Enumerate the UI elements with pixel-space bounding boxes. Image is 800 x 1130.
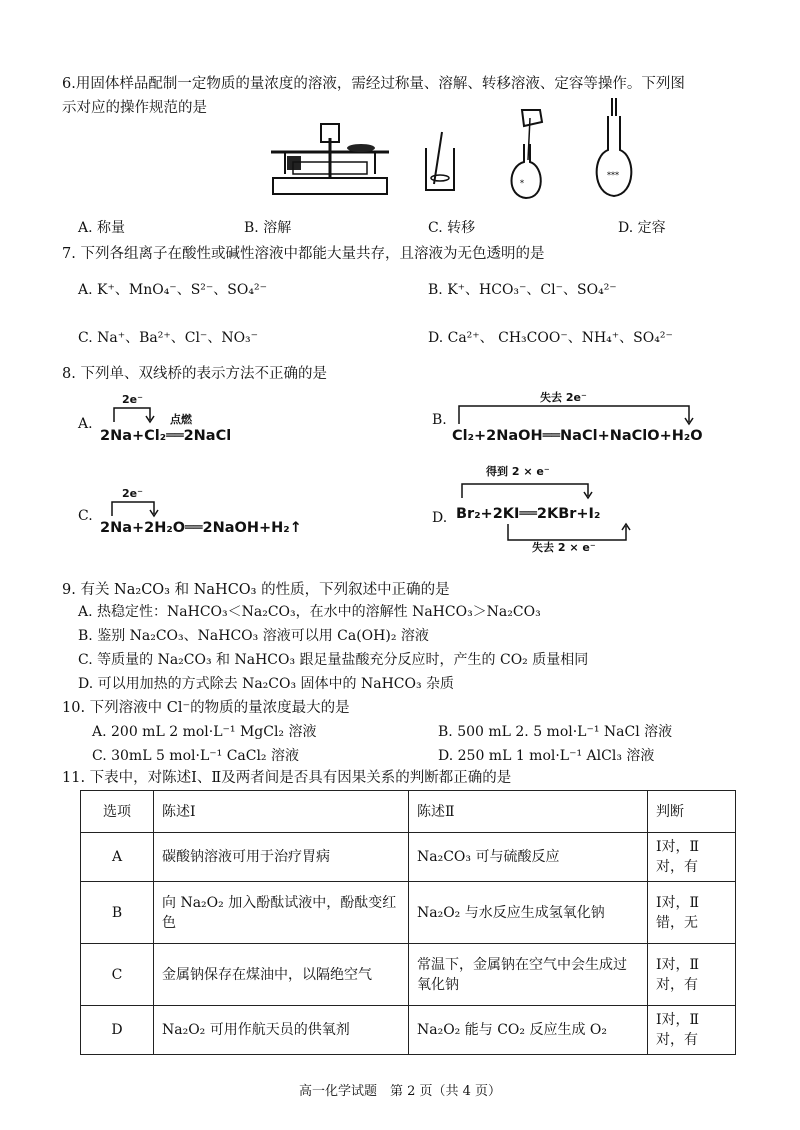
header-statement-2: 陈述Ⅱ [409, 791, 648, 833]
q9-option-a: A. 热稳定性：NaHCO₃＜Na₂CO₃，在水中的溶解性 NaHCO₃＞Na₂CO₃ [78, 604, 541, 620]
page-footer: 高一化学试题 第 2 页（共 4 页） [298, 1084, 502, 1099]
q9-stem: 9. 有关 Na₂CO₃ 和 NaHCO₃ 的性质，下列叙述中正确的是 [62, 582, 450, 598]
row-c-statement-1: 金属钠保存在煤油中，以隔绝空气 [154, 944, 409, 1006]
q11-stem: 11. 下表中，对陈述Ⅰ、Ⅱ及两者间是否具有因果关系的判断都正确的是 [62, 770, 512, 786]
q7-option-b: B. K⁺、HCO₃⁻、Cl⁻、SO₄²⁻ [428, 282, 617, 298]
q7-option-a: A. K⁺、MnO₄⁻、S²⁻、SO₄²⁻ [78, 282, 267, 298]
header-option: 选项 [81, 791, 154, 833]
table-row [81, 944, 736, 1006]
row-a-judgement: Ⅰ对，Ⅱ对，有 [648, 833, 736, 882]
row-d-option: D [81, 1006, 154, 1055]
q8-b-electrons: 失去 2e⁻ [540, 391, 587, 404]
q8-d-bridge-top [458, 480, 608, 500]
q8-b-bridge [455, 402, 695, 426]
q8-d-equation: Br₂+2KI══2KBr+I₂ [456, 506, 601, 522]
q8-c-equation: 2Na+2H₂O══2NaOH+H₂↑ [100, 520, 302, 536]
q8-d-label: D. [432, 510, 448, 526]
table-row [81, 833, 736, 882]
q9-option-c: C. 等质量的 Na₂CO₃ 和 NaHCO₃ 跟足量盐酸充分反应时，产生的 CO₂ 质量相同 [78, 652, 589, 668]
row-d-statement-1: Na₂O₂ 可用作航天员的供氧剂 [154, 1006, 409, 1055]
q6-option-d: D. 定容 [618, 220, 666, 236]
q8-c-electrons: 2e⁻ [122, 487, 143, 500]
header-judgement: 判断 [648, 791, 736, 833]
row-b-statement-2: Na₂O₂ 与水反应生成氢氧化钠 [409, 882, 648, 944]
table-row [81, 1006, 736, 1055]
table-row [81, 882, 736, 944]
row-c-option: C [81, 944, 154, 1006]
q10-option-d: D. 250 mL 1 mol·L⁻¹ AlCl₃ 溶液 [438, 748, 655, 764]
q8-a-equation: 2Na+Cl₂══2NaCl [100, 428, 232, 444]
q8-a-condition: 点燃 [170, 413, 192, 426]
q10-option-a: A. 200 mL 2 mol·L⁻¹ MgCl₂ 溶液 [92, 724, 317, 740]
q8-c-label: C. [78, 508, 93, 524]
row-a-statement-1: 碳酸钠溶液可用于治疗胃病 [154, 833, 409, 882]
table-header-row [81, 791, 736, 833]
svg-text:*: * [520, 179, 524, 188]
svg-text:***: *** [607, 171, 619, 180]
q8-d-lose-label: 失去 2 × e⁻ [532, 541, 596, 554]
row-a-option: A [81, 833, 154, 882]
q8-c-bridge [108, 498, 168, 518]
q8-b-label: B. [432, 412, 447, 428]
q9-option-b: B. 鉴别 Na₂CO₃、NaHCO₃ 溶液可以用 Ca(OH)₂ 溶液 [78, 628, 429, 644]
q10-option-c: C. 30mL 5 mol·L⁻¹ CaCl₂ 溶液 [92, 748, 299, 764]
q6-option-c: C. 转移 [428, 220, 476, 236]
q7-option-c: C. Na⁺、Ba²⁺、Cl⁻、NO₃⁻ [78, 330, 259, 346]
header-statement-1: 陈述Ⅰ [154, 791, 409, 833]
q8-a-label: A. [78, 416, 93, 432]
row-b-option: B [81, 882, 154, 944]
q6-option-b: B. 溶解 [244, 220, 292, 236]
row-b-judgement: Ⅰ对，Ⅱ错，无 [648, 882, 736, 944]
row-d-statement-2: Na₂O₂ 能与 CO₂ 反应生成 O₂ [409, 1006, 648, 1055]
row-a-statement-2: Na₂CO₃ 可与硫酸反应 [409, 833, 648, 882]
q6-stem-line2: 示对应的操作规范的是 [62, 100, 207, 116]
q8-d-gain-label: 得到 2 × e⁻ [486, 465, 550, 478]
row-c-statement-2: 常温下，金属钠在空气中会生成过氧化钠 [409, 944, 648, 1006]
q6-stem-line1: 6.用固体样品配制一定物质的量浓度的溶液，需经过称量、溶解、转移溶液、定容等操作。下列图 [62, 76, 685, 92]
q7-stem: 7. 下列各组离子在酸性或碱性溶液中都能大量共存，且溶液为无色透明的是 [62, 246, 545, 262]
beaker-illustration [420, 130, 460, 196]
q6-option-a: A. 称量 [78, 220, 126, 236]
transfer-flask-illustration [500, 104, 555, 204]
q7-option-d: D. Ca²⁺、 CH₃COO⁻、NH₄⁺、SO₄²⁻ [428, 330, 673, 346]
row-d-judgement: Ⅰ对，Ⅱ对，有 [648, 1006, 736, 1055]
balance-illustration [265, 118, 395, 200]
volumetric-flask-illustration [590, 96, 640, 202]
q8-a-bridge [110, 404, 160, 424]
q10-option-b: B. 500 mL 2. 5 mol·L⁻¹ NaCl 溶液 [438, 724, 673, 740]
q10-stem: 10. 下列溶液中 Cl⁻的物质的量浓度最大的是 [62, 700, 350, 716]
row-b-statement-1: 向 Na₂O₂ 加入酚酞试液中，酚酞变红色 [154, 882, 409, 944]
q9-option-d: D. 可以用加热的方式除去 Na₂CO₃ 固体中的 NaHCO₃ 杂质 [78, 676, 455, 692]
q8-b-equation: Cl₂+2NaOH══NaCl+NaClO+H₂O [452, 428, 703, 444]
q8-a-electrons: 2e⁻ [122, 393, 143, 406]
q8-stem: 8. 下列单、双线桥的表示方法不正确的是 [62, 366, 327, 382]
q11-table [80, 790, 736, 1055]
row-c-judgement: Ⅰ对，Ⅱ对，有 [648, 944, 736, 1006]
